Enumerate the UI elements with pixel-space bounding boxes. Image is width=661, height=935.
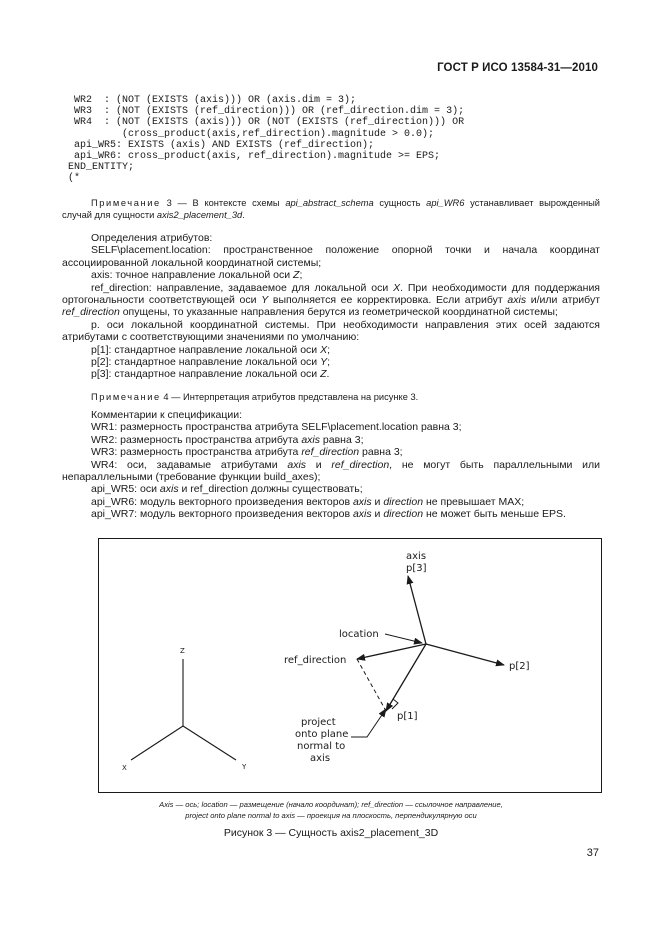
code-line: WR2 : (NOT (EXISTS (axis))) OR (axis.dim = 3); — [62, 95, 357, 106]
code-line: api_WR6: cross_product(axis, ref_direction).magnitude >= EPS; — [62, 151, 441, 163]
note-3: Примечание 3 — В контексте схемы api_abstract_schema сущность api_WR6 устанавливает вырожденный случай для сущности axis2_placement_3d. — [62, 198, 601, 220]
label-project-4: axis — [310, 753, 331, 764]
def-ref-direction: ref_direction: направление, задаваемое для локальной оси X. При необходимости для поддержания ортогональности соответствующей оси Y выполняется ее корректировка. Если атрибут axis и/или атрибут ref_direction опущены, то указанные направления берутся из геометрической координатной системы; — [62, 281, 601, 319]
label-ref-direction: ref_direction — [284, 655, 347, 666]
comment-wr1: WR1: размерность пространства атрибута SELF\placement.location равна 3; — [91, 421, 462, 434]
page-number: 37 — [586, 847, 599, 859]
code-line: (* — [62, 173, 81, 185]
triad-y-axis — [183, 726, 236, 760]
comment-wr7: api_WR7: модуль векторного произведения векторов axis и direction не может быть меньше EPS. — [91, 508, 566, 521]
triad-y-label: Y — [242, 763, 247, 771]
figure-caption: Рисунок 3 — Сущность axis2_placement_3D — [223, 827, 439, 839]
note-prefix: Примечание — [91, 392, 161, 402]
comment-wr5: api_WR5: оси axis и ref_direction должны существовать; — [91, 483, 363, 496]
comment-wr6: api_WR6: модуль векторного произведения векторов axis и direction не превышает MAX; — [91, 495, 525, 508]
legend-line-2: project onto plane normal to axis — проекция на плоскость, перпендикулярную оси — [185, 811, 477, 820]
code-line: api_WR5: EXISTS (axis) AND EXISTS (ref_direction); — [62, 139, 375, 151]
triad-z-label: Z — [180, 647, 185, 655]
note-4: Примечание 4 — Интерпретация атрибутов представлена на рисунке 3. — [91, 392, 419, 402]
def-p: р. оси локальной координатной системы. При необходимости направления этих осей задаются атрибутами с соответствующими значениями по умолчанию: — [62, 318, 600, 344]
def-location: SELF\placement.location: пространственное положение опорной точки и начала координат ассоциированной локальной координатной системы; — [62, 244, 600, 269]
def-axis: axis: точное направление локальной оси Z; — [91, 269, 303, 282]
triad-x-axis — [131, 726, 183, 760]
p1-vector — [386, 644, 426, 711]
label-project-3: normal to — [297, 741, 346, 752]
axis2-placement-diagram — [99, 539, 601, 792]
specification-comments — [62, 409, 600, 521]
label-p2: p[2] — [509, 661, 530, 672]
project-leader — [351, 709, 386, 737]
code-line: WR4 : (NOT (EXISTS (axis))) OR (NOT (EXISTS (ref_direction))) OR — [62, 117, 465, 129]
def-p2: p[2]: стандартное направление локальной оси Y; — [91, 356, 331, 369]
code-line: WR3 : (NOT (EXISTS (ref_direction))) OR (ref_direction.dim = 3); — [62, 106, 465, 118]
code-line: END_ENTITY; — [62, 162, 135, 174]
label-project-1: project — [301, 717, 336, 728]
label-location: location — [339, 629, 379, 640]
label-axis: axis — [406, 551, 427, 562]
def-p1: p[1]: стандартное направление локальной оси X; — [91, 343, 331, 356]
label-p1: p[1] — [397, 711, 418, 722]
comment-wr4: WR4: оси, задавамые атрибутами axis и ref_direction, не могут быть параллельными или непараллельными (требование функции build_axes); — [62, 458, 601, 484]
express-code-block — [62, 95, 464, 185]
label-project-2: onto plane — [295, 729, 349, 740]
document-header: ГОСТ Р ИСО 13584-31—2010 — [437, 62, 598, 74]
comments-heading: Комментарии к спецификации: — [91, 409, 243, 421]
projection-dashed-line — [357, 659, 386, 711]
p2-vector — [426, 644, 504, 665]
def-p3: p[3]: стандартное направление локальной оси Z. — [91, 368, 330, 381]
attribute-definitions — [62, 232, 600, 381]
label-p3: p[3] — [406, 563, 427, 574]
comment-wr3: WR3: размерность пространства атрибута ref_direction равна 3; — [91, 446, 403, 459]
axis-vector — [408, 576, 426, 644]
ref-direction-vector — [357, 644, 426, 659]
triad-x-label: X — [122, 764, 127, 772]
code-line: (cross_product(axis,ref_direction).magnitude > 0.0); — [62, 128, 435, 140]
legend-line-1: Axis — ось; location — размещение (начало координат); ref_direction — ссылочное направление, — [159, 800, 503, 809]
note-prefix: Примечание — [91, 198, 161, 208]
location-leader — [385, 634, 422, 643]
definitions-heading: Определения атрибутов: — [91, 232, 213, 244]
figure-legend — [62, 799, 600, 821]
comment-wr2: WR2: размерность пространства атрибута axis равна 3; — [91, 433, 364, 446]
figure-3-frame — [98, 538, 602, 793]
